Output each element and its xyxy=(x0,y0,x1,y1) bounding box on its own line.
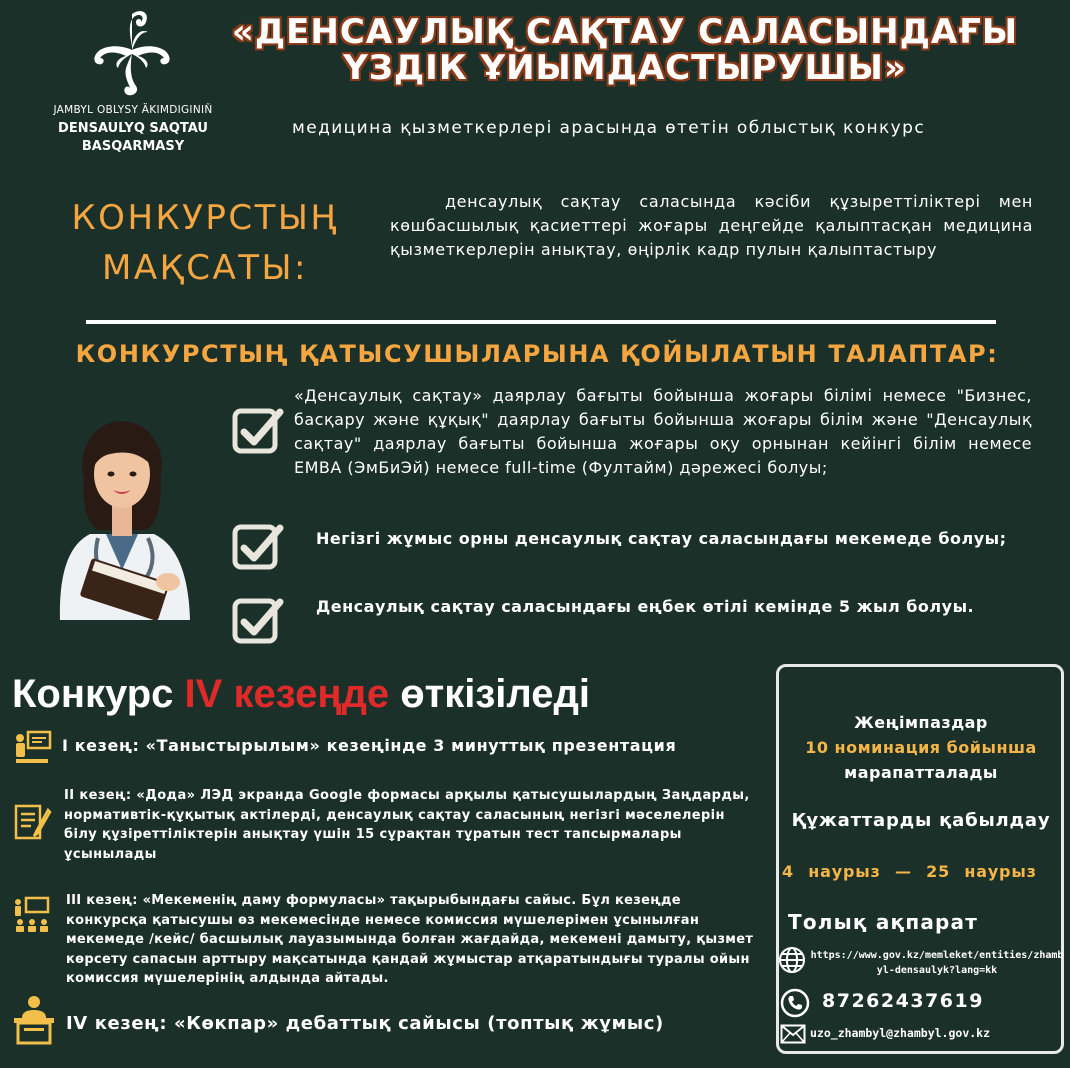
stage-3-text: ІІІ кезең: «Мекеменің даму формуласы» тақырыбындағы сайыс. Бұл кезеңде конкурсқа қатысушы өз мекемесінде немесе комиссия мүшелерімен ұсынылған мекемеде /кейс/ басшылық лауазымында болған жағдайда, мекемені дамыту, қызмет көрсету сапасын арттыру мақсатында қандай жұмыстар атқаратындығы туралы ойын комиссия мүшелерінің алдында айтады. xyxy=(66,893,754,986)
stages-heading-part2: өткізіледі xyxy=(389,672,591,716)
debate-podium-icon xyxy=(10,994,58,1046)
stages-heading-part1: Конкурс xyxy=(12,672,185,716)
presentation-icon xyxy=(12,728,52,768)
winners-line3: марапатталады xyxy=(844,763,998,782)
winners-line2: 10 номинация бойынша xyxy=(805,738,1037,757)
checkbox-icon xyxy=(232,596,284,648)
meeting-board-icon xyxy=(12,896,52,936)
email-address[interactable]: uzo_zhambyl@zhambyl.gov.kz xyxy=(810,1026,991,1040)
page-title xyxy=(225,14,1025,86)
email-icon xyxy=(780,1024,806,1044)
goal-text: денсаулық сақтау саласында кәсіби құзыреттіліктері мен көшбасшылық қасиеттері жоғары деңгейде қалыптасқан медицина қызметкерлерін анықтау, өңірлік кадр пулын қалыптастыру xyxy=(390,192,1033,259)
checkbox-icon xyxy=(232,522,284,574)
requirement-item-education: «Денсаулық сақтау» даярлау бағыты бойынша жоғары білімі немесе "Бизнес, басқару және құқық" даярлау бағыты бойынша жоғары білім және "Денсаулық сақтау" даярлау бағыты бойынша жоғары оқу орнынан кейінгі білім немесе EMBA (ЭмБиЭй) немесе full-time (Фултайм) дәрежесі болуы; xyxy=(294,386,1032,477)
logo-text-akimdigi: JAMBYL OBLYSY ÄKIMDIGINIŇ xyxy=(53,104,213,116)
documents-dates: 4 наурыз — 25 наурыз xyxy=(782,862,1037,881)
requirements-heading: КОНКУРСТЫҢ ҚАТЫСУШЫЛАРЫНА ҚОЙЫЛАТЫН ТАЛАПТАР: xyxy=(75,340,999,368)
goal-heading-line2: МАҚСАТЫ: xyxy=(102,248,308,288)
logo-text-densaulyq: DENSAULYQ SAQTAU xyxy=(58,121,208,136)
doctor-illustration-icon xyxy=(40,410,205,620)
stages-heading xyxy=(12,668,772,720)
requirement-item-experience: Денсаулық сақтау саласындағы еңбек өтілі кемінде 5 жыл болуы. xyxy=(316,597,975,616)
goal-heading xyxy=(40,193,370,293)
checkbox-icon xyxy=(232,406,284,458)
website-link[interactable]: https://www.gov.kz/memleket/entities/zhambyl-densaulyk?lang=kk xyxy=(810,950,1064,976)
info-label: Толық ақпарат xyxy=(788,910,979,934)
stage-1-text: І кезең: «Таныстырылым» кезеңінде 3 минуттық презентация xyxy=(62,736,677,755)
logo-text-basqarmasy xyxy=(38,120,228,156)
globe-icon xyxy=(778,946,806,974)
winners-line1: Жеңімпаздар xyxy=(854,713,988,732)
phone-icon xyxy=(780,988,810,1018)
documents-label: Құжаттарды қабылдау xyxy=(791,810,1051,831)
test-document-icon xyxy=(12,802,52,842)
page-subtitle: медицина қызметкерлері арасында өтетін облыстық конкурс xyxy=(292,118,926,138)
logo-text-basqarma: BASQARMASY xyxy=(81,139,185,154)
stage-2-text: ІІ кезең: «Дода» ЛЭД экранда Google формасы арқылы қатысушылардың Заңдарды, нормативтік-құқытық актілерді, денсаулық сақтау саласының негізгі мәселелерін білу құзіреттіліктерін анықтау үшін 15 сұрақтан тұратын тест тапсырмалары ұсынылады xyxy=(64,788,750,862)
requirement-item-workplace: Негізгі жұмыс орны денсаулық сақтау саласындағы мекемеде болуы; xyxy=(316,529,1007,548)
ornament-cross-logo-icon xyxy=(70,6,195,101)
page-title-line1: «ДЕНСАУЛЫҚ САҚТАУ САЛАСЫНДАҒЫ xyxy=(231,12,1019,52)
page-title-line2: ҮЗДІК ҰЙЫМДАСТЫРУШЫ» xyxy=(343,48,907,88)
goal-heading-line1: КОНКУРСТЫҢ xyxy=(71,198,339,238)
stage-4-text: IV кезең: «Көкпар» дебаттық сайысы (топтық жұмыс) xyxy=(66,1013,664,1034)
phone-number[interactable]: 87262437619 xyxy=(822,990,984,1012)
divider xyxy=(86,320,996,324)
stages-heading-highlight: IV кезеңде xyxy=(184,672,390,716)
